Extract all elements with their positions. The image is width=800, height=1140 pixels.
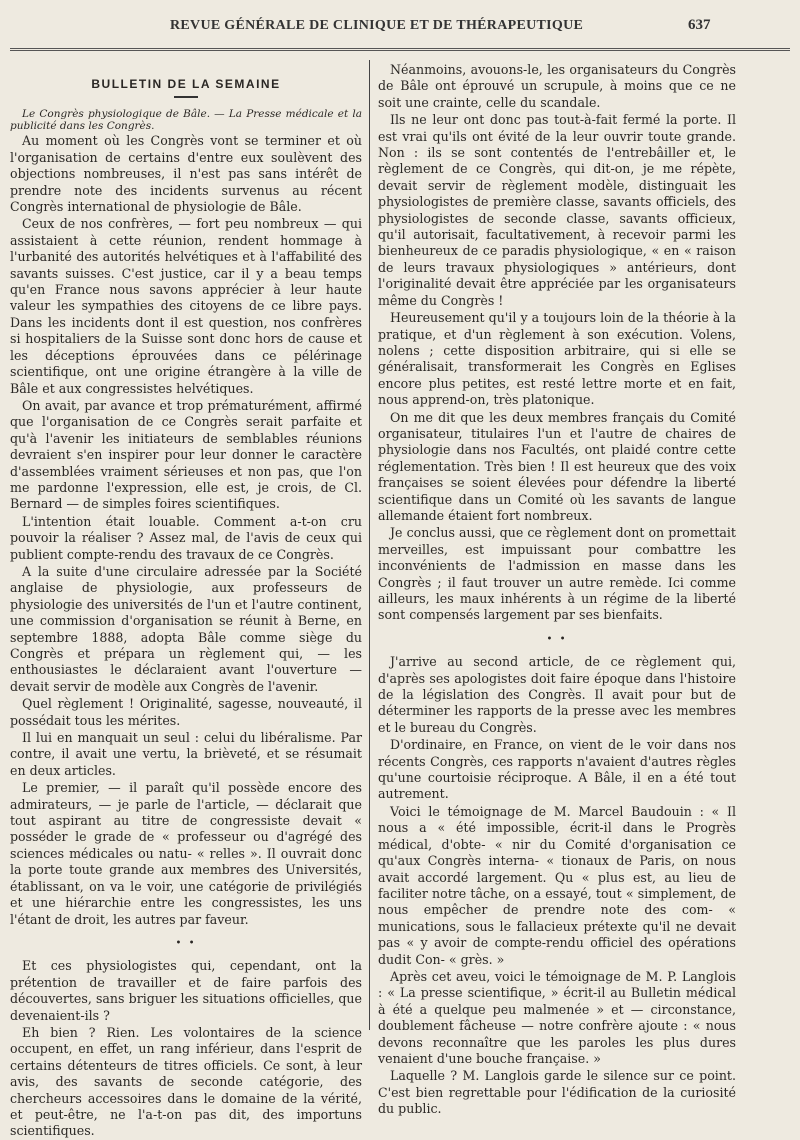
- section-separator: • •: [175, 937, 197, 949]
- paragraph: Eh bien ? Rien. Les volontaires de la science occupent, en effet, un rang inférieur, dans l'esprit de certains détenteurs de titres officiels. Ce sont, à leur avis, des savants de seconde catégorie, des chercheurs accessoires dans le domaine de la vérité, et peut-être, ne l'a-t-on pas dit, des importuns scientifiques.: [10, 1024, 362, 1139]
- paragraph: Néanmoins, avouons-le, les organisateurs du Congrès de Bâle ont éprouvé un scrupule, à moins que ce ne soit une crainte, celle du scandale.: [378, 62, 736, 110]
- paragraph: Après cet aveu, voici le témoignage de M. P. Langlois : « La presse scientifique, » écrit-il au Bulletin médical à été a quelque peu malmenée » et — circonstance, doublement fâcheuse — notre confrère ajoute : « nous devons reconnaître que les paroles les plus dures venaient d'une bouche française. »: [378, 968, 736, 1066]
- paragraph: Il lui en manquait un seul : celui du libéralisme. Par contre, il avait une vertu, la brièveté, et se résumait en deux articles.: [10, 730, 362, 778]
- header-rule: [10, 48, 790, 51]
- paragraph: A la suite d'une circulaire adressée par la Société anglaise de physiologie, aux professeurs de physiologie des universités de l'un et l'autre continent, une commission d'organisation se réunit à Berne, en septembre 1888, adopta Bâle comme siège du Congrès et prépara un règlement qui, — les enthousiastes le déclaraient avant l'ouverture — devait servir de modèle aux Congrès de l'avenir.: [10, 563, 362, 694]
- heading-rule: [174, 96, 198, 98]
- section-heading: BULLETIN DE LA SEMAINE: [91, 77, 281, 91]
- column-divider: [369, 60, 370, 1030]
- section-separator: • •: [546, 633, 568, 645]
- paragraph: Ils ne leur ont donc pas tout-à-fait fermé la porte. Il est vrai qu'ils ont évité de la leur ouvrir toute grande. Non : ils se sont contentés de l'entrebâiller et, le règlement de ce Congrès, qui dit-on, je me répète, devait servir de règlement modèle, distinguait les physiologistes de première classe, savants officiels, des physiologistes de seconde classe, savants officieux, qu'il autorisait, facultativement, à recevoir parmi les bienheureux de ce paradis physiologique, « en « raison de leurs travaux physiologiques » antérieurs, dont l'originalité devait être appréciée par les organisateurs même du Congrès !: [378, 112, 736, 308]
- running-header: [0, 14, 800, 40]
- paragraph: L'intention était louable. Comment a-t-on cru pouvoir la réaliser ? Assez mal, de l'avis de ceux qui publient compte-rendu des travaux de ce Congrès.: [10, 513, 362, 562]
- paragraph: On me dit que les deux membres français du Comité organisateur, titulaires l'un et l'autre de chaires de physiologie dans nos Facultés, ont plaidé contre cette réglementation. Très bien ! Il est heureux que des voix françaises se soient élevées pour défendre la liberté scientifique dans un Comité où les savants de langue allemande étaient fort nombreux.: [378, 409, 736, 523]
- paragraph: Ceux de nos confrères, — fort peu nombreux — qui assistaient à cette réunion, rendent hommage à l'urbanité des autorités helvétiques et à l'affabilité des savants suisses. C'est justice, car il y a beau temps qu'en France nous savons apprécier à leur haute valeur les sympathies des citoyens de ce libre pays. Dans les incidents dont il est question, nos confrères si hospitaliers de la Suisse sont donc hors de cause et les déceptions éprouvées dans ce pélérinage scientifique, ont une origine étrangère à la ville de Bâle et aux congressistes helvétiques.: [10, 216, 362, 396]
- paragraph: Laquelle ? M. Langlois garde le silence sur ce point. C'est bien regrettable pour l'édification de la curiosité du public.: [378, 1068, 736, 1117]
- page-number: 637: [688, 17, 711, 33]
- paragraph: Heureusement qu'il y a toujours loin de la théorie à la pratique, et d'un règlement à son exécution. Volens, nolens ; cette disposition arbitraire, qui si elle se généralisait, transformerait les Congrès en Eglises encore plus petites, est resté lettre morte et en fait, nous apprend-on, très platonique.: [378, 310, 736, 408]
- paragraph: Au moment où les Congrès vont se terminer et où l'organisation de certains d'entre eux soulèvent des objections nombreuses, il n'est pas sans intérêt de prendre note des incidents survenus au récent Congrès international de physiologie de Bâle.: [10, 133, 362, 215]
- paragraph: On avait, par avance et trop prématurément, affirmé que l'organisation de ce Congrès serait parfaite et qu'à l'avenir les initiateurs de semblables réunions devraient s'en inspirer pour leur donner le caractère d'assemblées vraiment sérieuses et non pas, que l'on me pardonne l'expression, elle est, je crois, de Cl. Bernard — de simples foires scientifiques.: [10, 397, 362, 512]
- paragraph: J'arrive au second article, de ce règlement qui, d'après ses apologistes doit faire époque dans l'histoire de la législation des Congrès. Il avait pour but de déterminer les rapports de la presse avec les membres et le bureau du Congrès.: [378, 654, 736, 735]
- section-subhead: Le Congrès physiologique de Bâle. — La Presse médicale et la publicité dans les Congrès.: [10, 108, 362, 133]
- paragraph: Quel règlement ! Originalité, sagesse, nouveauté, il possédait tous les mérites.: [10, 696, 362, 728]
- paragraph: D'ordinaire, en France, on vient de le voir dans nos récents Congrès, ces rapports n'avaient d'autres règles qu'une courtoisie réciproque. A Bâle, il en a été tout autrement.: [378, 737, 736, 802]
- right-column: [378, 62, 736, 1117]
- journal-title: REVUE GÉNÉRALE DE CLINIQUE ET DE THÉRAPEUTIQUE: [170, 18, 584, 33]
- paragraph: Je conclus aussi, que ce règlement dont on promettait merveilles, est impuissant pour combattre les inconvénients de l'admission en masse dans les Congrès ; il faut trouver un autre remède. Ici comme ailleurs, les maux inhérents à un régime de la liberté sont compensés largement par ses bienfaits.: [378, 525, 736, 623]
- paragraph: Et ces physiologistes qui, cependant, ont la prétention de travailler et de faire parfois des découvertes, sans briguer les situations officielles, que devenaient-ils ?: [10, 958, 362, 1023]
- paragraph: Voici le témoignage de M. Marcel Baudouin : « Il nous a « été impossible, écrit-il dans le Progrès médical, d'obte- « nir du Comité d'organisation ce qu'aux Congrès interna- « tionaux de Paris, on nous avait accordé largement. Qu « plus est, au lieu de faciliter notre tâche, on a essayé, tout « simplement, de nous empêcher de prendre note des com- « munications, sous le fallacieux prétexte qu'il ne devait pas « y avoir de compte-rendu officiel des opérations dudit Con- « grès. »: [378, 803, 736, 967]
- paragraph: Le premier, — il paraît qu'il possède encore des admirateurs, — je parle de l'article, — déclarait que tout aspirant au titre de congressiste devait « posséder le grade de « professeur ou d'agrégé des sciences médicales ou natu- « relles ». Il ouvrait donc la porte toute grande aux membres des Universités, établissant, on va le voir, une catégorie de privilégiés et une hiérarchie entre les congressistes, les uns l'étant de droit, les autres par faveur.: [10, 780, 362, 927]
- left-column: [10, 62, 362, 1139]
